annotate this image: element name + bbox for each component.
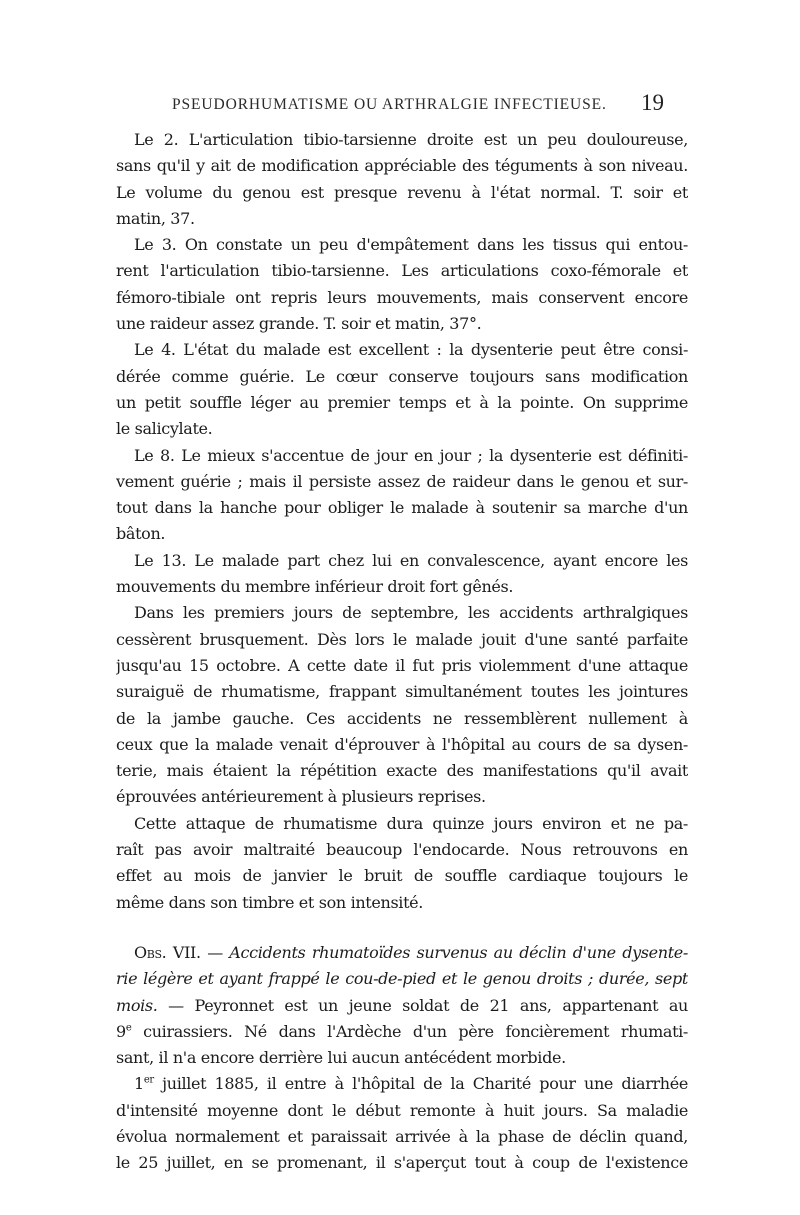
text-line: rent l'articulation tibio-tarsienne. Les articulations coxo-fémorale et (116, 261, 688, 281)
text-line: une raideur assez grande. T. soir et matin, 37°. (116, 314, 482, 334)
text-line: un petit souffle léger au premier temps et à la pointe. On supprime (116, 392, 688, 412)
text-line: Cette attaque de rhumatisme dura quinze jours environ et ne pa- (134, 813, 688, 833)
text-line: cessèrent brusquement. Dès lors le malade jouit d'une santé parfaite (116, 629, 688, 649)
obs-text-line: d'intensité moyenne dont le début remonte à huit jours. Sa maladie (116, 1100, 688, 1120)
obs-label: Obs. VII. (134, 942, 201, 962)
text-line: bâton. (116, 524, 166, 544)
text-line: Le 4. L'état du malade est excellent : la dysenterie peut être consi- (134, 340, 688, 360)
text-line: Le 2. L'articulation tibio-tarsienne droite est un peu douloureuse, (134, 130, 688, 149)
text-line: tout dans la hanche pour obliger le malade à soutenir sa marche d'un (116, 498, 688, 518)
observation-vii (116, 940, 688, 1177)
text-line: Le 3. On constate un peu d'empâtement dans les tissus qui entou- (134, 235, 688, 255)
obs-text-line: évolua normalement et paraissait arrivée à la phase de déclin quand, (116, 1126, 688, 1146)
paragraphs (116, 127, 688, 916)
text-line: raît pas avoir maltraité beaucoup l'endocarde. Nous retrouvons en (116, 840, 688, 860)
obs-title-line: Obs. VII. — Accidents rhumatoïdes survenus au déclin d'une dysente- (134, 942, 688, 962)
page-number: 19 (641, 90, 664, 115)
text-line: matin, 37. (116, 208, 195, 228)
running-title: PSEUDORHUMATISME OU ARTHRALGIE INFECTIEUSE. (172, 96, 607, 113)
obs-text-line: le 25 juillet, en se promenant, il s'aperçut tout à coup de l'existence (116, 1153, 688, 1173)
text-line: de la jambe gauche. Ces accidents ne ressemblèrent nullement à (116, 708, 688, 728)
text-line: mouvements du membre inférieur droit fort gênés. (116, 577, 514, 597)
text-line: Le 13. Le malade part chez lui en convalescence, ayant encore les (134, 550, 688, 570)
obs-text-line: mois. — Peyronnet est un jeune soldat de 21 ans, appartenant au (116, 995, 688, 1015)
text-line: fémoro-tibiale ont repris leurs mouvements, mais conservent encore (116, 287, 688, 307)
obs-title-line: rie légère et ayant frappé le cou-de-pied et le genou droits ; durée, sept (116, 969, 688, 989)
text-line: vement guérie ; mais il persiste assez de raideur dans le genou et sur- (116, 471, 688, 491)
text-line: jusqu'au 15 octobre. A cette date il fut pris violemment d'une attaque (116, 655, 688, 675)
text-line: Dans les premiers jours de septembre, les accidents arthralgiques (134, 603, 688, 623)
text-line: Le 8. Le mieux s'accentue de jour en jour ; la dysenterie est définiti- (134, 445, 688, 465)
text-line: ceux que la malade venait d'éprouver à l'hôpital au cours de sa dysen- (116, 734, 688, 754)
text-line: terie, mais étaient la répétition exacte des manifestations qu'il avait (116, 761, 688, 781)
page-header (0, 90, 800, 122)
obs-title: Accidents rhumatoïdes survenus au déclin d'une dysente- (229, 942, 688, 962)
body-text (116, 127, 688, 1177)
obs-text-line: sant, il n'a encore derrière lui aucun antécédent morbide. (116, 1048, 566, 1068)
text-line: dérée comme guérie. Le cœur conserve toujours sans modification (116, 366, 688, 386)
text-line: éprouvées antérieurement à plusieurs reprises. (116, 787, 486, 807)
text-line: sans qu'il y ait de modification appréciable des téguments à son niveau. (116, 156, 688, 176)
text-line: suraiguë de rhumatisme, frappant simultanément toutes les jointures (116, 682, 688, 702)
obs-text-line: 9e cuirassiers. Né dans l'Ardèche d'un père foncièrement rhumati- (116, 1021, 688, 1041)
text-line: le salicylate. (116, 419, 213, 439)
text-line: même dans son timbre et son intensité. (116, 892, 424, 912)
obs-text-line: 1er juillet 1885, il entre à l'hôpital de la Charité pour une diarrhée (134, 1074, 688, 1094)
text-line: effet au mois de janvier le bruit de souffle cardiaque toujours le (116, 866, 688, 886)
section-gap (116, 916, 688, 940)
text-line: Le volume du genou est presque revenu à l'état normal. T. soir et (116, 182, 688, 202)
